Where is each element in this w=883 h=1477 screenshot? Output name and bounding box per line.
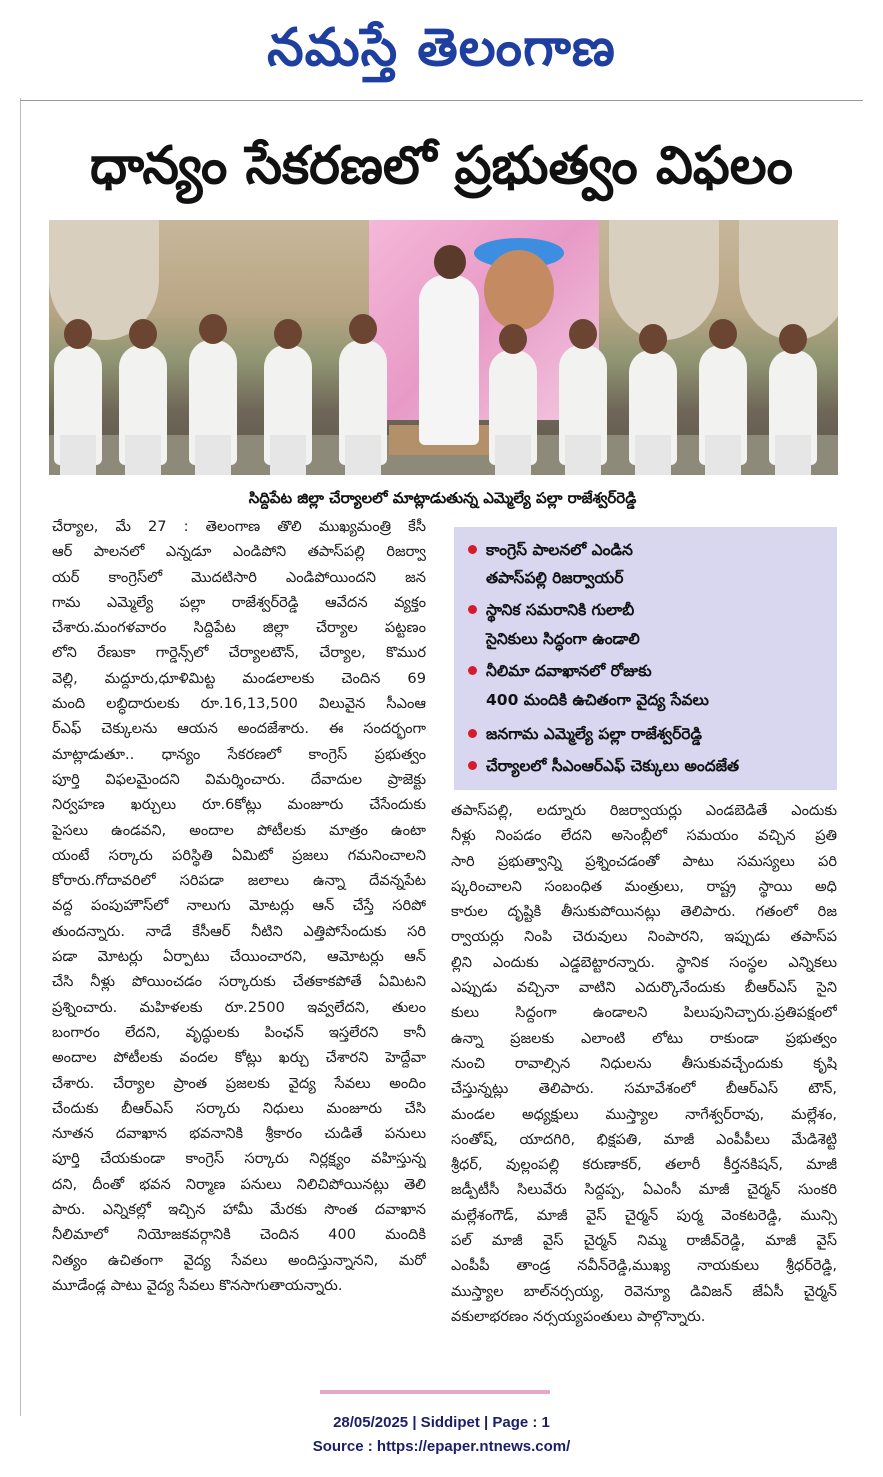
article-text-line: ఎంపీపీ తాండ్ర నవీన్‌రెడ్డి,ముఖ్య నాయకులు శ్రీధర్‌రెడ్డి, — [451, 1257, 837, 1275]
article-text-line: కులు సిద్దంగా ఉండాలని పిలుపునిచ్చారు.ప్రతిపక్షంలో — [451, 1004, 837, 1022]
bullet-icon — [468, 761, 477, 770]
article-text-line: గామ ఎమ్మెల్యే పల్లా రాజేశ్వర్‌రెడ్డి ఆవేదన వ్యక్తం — [52, 593, 426, 611]
article-text-line: వద్ద పంపుహౌస్‌లో నాలుగు మోటర్లు ఆన్ చేస్తే సరిపో — [52, 897, 426, 915]
article-text-line: పూర్తి విఫలమైందని విమర్శించారు. దేవాదుల ప్రాజెక్టు — [52, 770, 426, 788]
article-text-line: ష్కరించాలని సంబంధిత మంత్రులు, రాష్ట్ర స్థాయి అధి — [451, 877, 837, 895]
article-text-line: నీళ్లు నింపడం లేదని అసెంబ్లీలో సమయం వచ్చిన ప్రతి — [451, 827, 837, 845]
speaker-figure — [419, 275, 479, 445]
article-text-line: మాట్లాడుతూ.. ధాన్యం సేకరణలో కాంగ్రెస్ ప్రభుత్వం — [52, 745, 426, 763]
article-text-line: కోరారు.గోదావరిలో సరిపడా జలాలు ఉన్నా దేవన్నపేట — [52, 872, 426, 890]
article-text-line: మండల అధ్యక్షులు ముస్త్యాల నాగేశ్వర్‌రావు, మల్లేశం, — [451, 1105, 837, 1123]
article-text-line: ల్లిని ఎందుకు ఎడ్డబెట్టారన్నారు. స్థానిక సంస్థల ఎన్నికలు — [451, 953, 837, 971]
article-end-rule — [320, 1390, 550, 1394]
article-text-line: దని, దీంతో భవన నిర్మాణ పనులు నిలిచిపోయినట్లు తెలి — [52, 1175, 426, 1193]
newspaper-masthead: నమస్తే తెలంగాణ — [267, 18, 616, 78]
masthead-divider — [20, 100, 863, 101]
article-text-line: సారి ప్రభుత్వాన్ని ప్రశ్నించడంతో పాటు సమస్యలు పరి — [451, 852, 837, 870]
bullet-icon — [468, 666, 477, 675]
article-text-line: లోని రేణుకా గార్డెన్స్‌లో చేర్యాలటౌన్, చేర్యాల, కొముర — [52, 644, 426, 662]
article-text-line: ఆర్ పాలనలో ఎన్నడూ ఎండిపోని తపాస్‌పల్లి రిజర్వా — [52, 543, 426, 561]
article-text-line: పైసలు ఉండవని, అందాల పోటీలకు మాత్రం ఉంటా — [52, 821, 426, 839]
article-text-line: తపాస్‌పల్లి, లద్నూరు రిజర్వాయర్లు ఎండబెడితే ఎందుకు — [451, 802, 837, 819]
article-text-line: యంటే సర్కారు పరిస్థితి ఏమిటో ప్రజలు గమనించాలని — [52, 846, 426, 864]
footer-source: Source : https://epaper.ntnews.com/ — [312, 1438, 571, 1455]
article-text-line: నిర్వహణ ఖర్చులు రూ.6కోట్లు మంజూరు చేసేందుకు — [52, 796, 426, 814]
article-text-line: చేశారు.మంగళవారం సిద్దిపేట జిల్లా చేర్యాల పట్టణం — [52, 619, 426, 637]
article-text-line: నిత్యం ఉచితంగా వైద్య సేవలు అందిస్తున్నానని, మరో — [52, 1251, 426, 1269]
article-text-line: మంది లబ్ధిదారులకు రూ.16,13,500 విలువైన సీఎంఆ — [52, 695, 426, 713]
article-text-line: సంతోష్, యాదగిరి, భిక్షపతి, మాజీ ఎంపీపీలు మేడిశెట్టి — [451, 1130, 837, 1148]
article-text-line: శ్రీధర్, వుల్లంపల్లి కరుణాకర్, తలారీ కీర్తనకిషన్, మాజీ — [451, 1156, 837, 1174]
article-text-line: పారు. ఎన్నికల్లో ఇచ్చిన హామీ మేరకు సొంత దవాఖాన — [52, 1201, 426, 1219]
article-text-line: నూతన దవాఖాన భవనానికి శ్రీకారం చుడితే పనులు — [52, 1125, 426, 1143]
article-text-line: నుంచి రావాల్సిన నిధులను తీసుకువచ్చేందుకు కృషి — [451, 1054, 837, 1072]
article-body-left-column — [52, 514, 426, 1298]
article-text-line: మూడేండ్ల పాటు వైద్య సేవలు కొనసాగుతాయన్నారు. — [52, 1276, 343, 1294]
article-text-line: ప్రశ్నించారు. మహిళలకు రూ.2500 ఇవ్వలేదని, తులం — [52, 998, 426, 1016]
article-headline: ధాన్యం సేకరణలో ప్రభుత్వం విఫలం — [89, 136, 794, 196]
article-text-line: నీలిమాలో నియోజకవర్గానికి చెందిన 400 మందికి — [52, 1226, 426, 1244]
article-text-line: పూర్తి చేయకుండా కాంగ్రెస్ సర్కారు నిర్లక్ష్యం వహిస్తున్న — [52, 1150, 426, 1168]
article-text-line: ఎప్పుడు వచ్చినా వాటిని ఎదుర్కొనేందుకు బీఆర్‌ఎస్ సైని — [451, 979, 837, 997]
article-text-line: వెల్లి, మద్దూరు,ధూళిమిట్ట మండలాలకు చెందిన 69 — [52, 669, 426, 687]
article-text-line: చేసి నీళ్లు పోయించడం సర్కారుకు చేతకాకపోతే ఏమిటని — [52, 973, 426, 991]
bullet-icon — [468, 605, 477, 614]
photo-caption: సిద్దిపేట జిల్లా చేర్యాలలో మాట్లాడుతున్న ఎమ్మెల్యే పల్లా రాజేశ్వర్‌రెడ్డి — [189, 479, 696, 517]
article-text-line: జడ్పీటీసీ సిలువేరు సిద్దప్ప, ఏఎంసీ మాజీ చైర్మన్ సుంకరి — [451, 1181, 837, 1199]
article-text-line: అందాల పోటీలకు వందల కోట్లు ఖర్చు చేశారని హెద్దేవా — [52, 1049, 426, 1067]
bullet-icon — [468, 545, 477, 554]
article-text-line: పల్ మాజీ వైస్ చైర్మన్ నిమ్మ రాజీవ్‌రెడ్డి, మాజీ వైస్ — [451, 1232, 837, 1250]
bullet-icon — [468, 729, 477, 738]
page-left-border — [20, 98, 21, 1416]
article-text-line: ర్వాయర్లు నింపి చెరువులు నింపారని, ఇప్పుడు తపాస్‌ప — [451, 928, 837, 946]
article-text-line: చేస్తున్నట్లు తెలిపారు. సమావేశంలో బీఆర్‌ఎస్ టౌన్, — [451, 1080, 837, 1098]
footer-date-edition: 28/05/2025 | Siddipet | Page : 1 — [333, 1414, 550, 1431]
article-photo — [49, 220, 838, 475]
article-body-right-column — [451, 798, 837, 1329]
article-text-line: తుందన్నారు. నాడే కేసీఆర్ నీటిని ఎత్తిపోసేందుకు సరి — [52, 922, 426, 940]
article-text-line: మల్లేశంగౌడ్, మాజీ వైస్ చైర్మన్ పుర్మ వెంకటరెడ్డి, మున్సి — [451, 1206, 837, 1224]
article-text-line: చేర్యాల, మే 27 : తెలంగాణ తొలి ముఖ్యమంత్రి కేసీ — [52, 518, 426, 535]
article-text-line: వకులాభరణం నర్సయ్యపంతులు పాల్గొన్నారు. — [451, 1307, 706, 1325]
article-text-line: బంగారం లేదని, వృద్ధులకు పింఛన్ ఇస్తలేరని కానీ — [52, 1023, 426, 1041]
article-text-line: చేందుకు బీఆర్‌ఎస్ సర్కారు నిధులు మంజూరు చేసి — [52, 1099, 426, 1117]
highlights-box: కాంగ్రెస్ పాలనలో ఎండిన తపాస్‌పల్లి రిజర్వాయర్ స్థానిక సమరానికి గులాబీ సైనికులు సిద్ధంగా ఉండాలి నీలిమా దవాఖానలో రోజుకు 400 మందికి ఉచితంగా వైద్య సేవలు జనగామ ఎమ్మెల్యే పల్లా రాజేశ్వర్‌రెడ్డి చేర్యాలలో సీఎంఆర్‌ఎఫ్ చెక్కులు అందజేత — [454, 527, 837, 790]
article-text-line: యర్ కాంగ్రెస్‌లో మొదటిసారి ఎండిపోయిందని జన — [52, 568, 426, 586]
article-text-line: కారుల దృష్టికి తీసుకుపోయినట్లు తెలిపారు. గతంలో రిజ — [451, 903, 837, 921]
article-text-line: ముస్త్యాల బాల్‌నర్సయ్య, రెవెన్యూ డివిజన్ జేఏసీ చైర్మన్ — [451, 1282, 837, 1300]
article-text-line: చేశారు. చేర్యాల ప్రాంత ప్రజలకు వైద్య సేవలు అందిం — [52, 1074, 426, 1092]
article-text-line: ఉన్నా ప్రజలకు ఎలాంటి లోటు రాకుండా ప్రభుత్వం — [451, 1029, 837, 1047]
article-text-line: ర్‌ఎఫ్ చెక్కులను ఆయన అందజేశారు. ఈ సందర్భంగా — [52, 720, 426, 738]
article-text-line: పడా మోటర్లు ఏర్పాటు చేయించారని, ఆమోటర్లు ఆన్ — [52, 948, 426, 966]
